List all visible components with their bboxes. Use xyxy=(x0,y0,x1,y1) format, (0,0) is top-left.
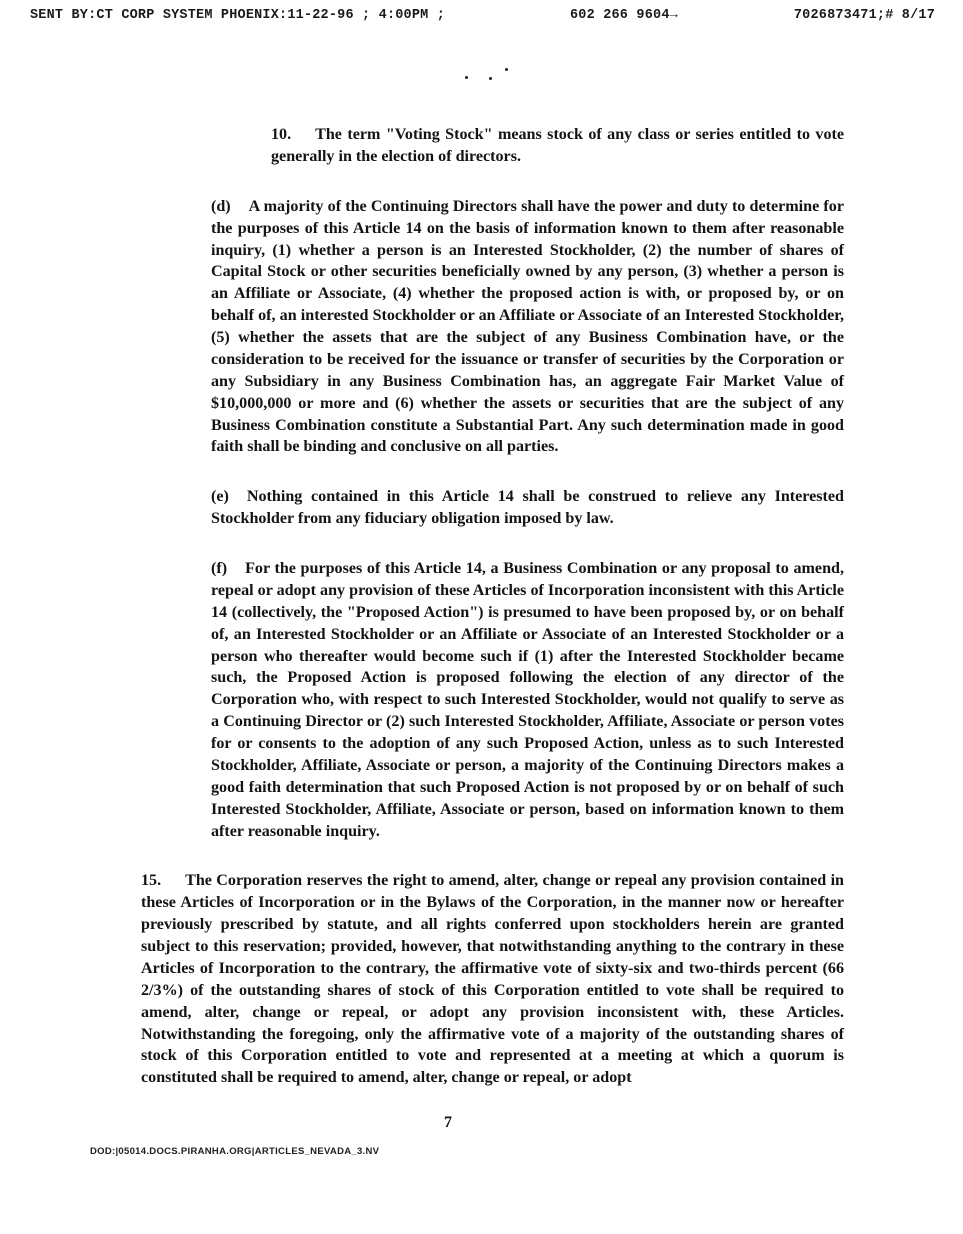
paragraph-d xyxy=(96,196,844,459)
fax-phone-number: 602 266 9604→ xyxy=(570,8,678,23)
document-body xyxy=(96,124,844,1117)
fax-sender-line: SENT BY:CT CORP SYSTEM PHOENIX:11-22-96 ; 4:00PM ; xyxy=(30,8,446,23)
paragraph-e-marker: (e) xyxy=(211,488,229,506)
fax-receiver-page-count: 7026873471;# 8/17 xyxy=(793,8,935,23)
scan-speck xyxy=(505,68,508,71)
paragraph-10 xyxy=(96,124,844,168)
paragraph-d-text: A majority of the Continuing Directors shall have the power and duty to determine for the purposes of this Article 14 on the basis of information known to them after reasonable inquiry, (1) whether a person is an Interested Stockholder, (2) the number of shares of Capital Stock or other securities beneficially owned by any person, (3) whether a person is an Affiliate or Associate, (4) whether the proposed action is with, or proposed by, or on behalf of, an interested Stockholder or an Affiliate or Associate of an Interested Stockholder, (5) whether the assets that are the subject of any Business Combination have, or the consideration to be received for the issuance or transfer of securities by the Corporation or any Subsidiary in any Business Combination has, an aggregate Fair Market Value of $10,000,000 or more and (6) whether the assets or securities that are the subject of any Business Combination constitute a Substantial Part. Any such determination made in good faith shall be binding and conclusive on all parties. xyxy=(211,197,844,456)
paragraph-15-text: The Corporation reserves the right to amend, alter, change or repeal any provision contained in these Articles of Incorporation or in the Bylaws of the Corporation, in the manner now or hereafter previously prescribed by statute, and all rights conferred upon stockholders herein are granted subject to this reservation; provided, however, that notwithstanding anything to the contrary in these Articles of Incorporation to the contrary, the affirmative vote of sixty-six and two-thirds percent (66 2/3%) of the outstanding shares of stock of this Corporation entitled to vote shall be required to amend, alter, change or repeal, or adopt any provision inconsistent with, these Articles. Notwithstanding the foregoing, only the affirmative vote of a majority of the outstanding shares of stock of this Corporation entitled to vote and represented at a meeting at which a quorum is constituted shall be required to amend, alter, change or repeal, or adopt xyxy=(141,872,844,1087)
paragraph-15-number: 15. xyxy=(141,872,162,890)
paragraph-f-text: For the purposes of this Article 14, a Business Combination or any proposal to amend, repeal or adopt any provision of these Articles of Incorporation inconsistent with this Article 14 (collectively, the "Proposed Action") is presumed to have been proposed by, or on behalf of, an Interested Stockholder or an Affiliate or Associate of an Interested Stockholder or a person who thereafter would become such if (1) after the Interested Stockholder became such, the Proposed Action is proposed following the election of any director of the Corporation who, with respect to such Interested Stockholder, would not qualify to serve as a Continuing Director or (2) such Interested Stockholder, Affiliate, Associate or person votes for or consents to the adoption of any such Proposed Action, unless as to such Interested Stockholder, Affiliate, Associate or person, a majority of the Continuing Directors makes a good faith determination that such Proposed Action is not proposed by or on behalf of such Interested Stockholder, Affiliate, Associate or person, based on information known to them after reasonable inquiry. xyxy=(211,560,844,840)
scan-speck xyxy=(489,77,492,80)
paragraph-15 xyxy=(96,870,844,1089)
paragraph-e-text: Nothing contained in this Article 14 shall be construed to relieve any Interested Stockholder from any fiduciary obligation imposed by law. xyxy=(211,488,844,528)
paragraph-f xyxy=(96,558,844,842)
scan-specks xyxy=(455,66,515,86)
paragraph-e xyxy=(96,486,844,530)
document-file-path: DOD:|05014.DOCS.PIRANHA.ORG|ARTICLES_NEVADA_3.NV xyxy=(90,1146,380,1157)
paragraph-10-text: The term "Voting Stock" means stock of any class or series entitled to vote generally in the election of directors. xyxy=(271,126,844,165)
page-number: 7 xyxy=(444,1114,452,1131)
scan-speck xyxy=(465,76,468,79)
paragraph-10-number: 10. xyxy=(271,126,292,143)
paragraph-f-marker: (f) xyxy=(211,560,228,577)
paragraph-d-marker: (d) xyxy=(211,197,231,215)
fax-transmission-header xyxy=(30,8,935,32)
